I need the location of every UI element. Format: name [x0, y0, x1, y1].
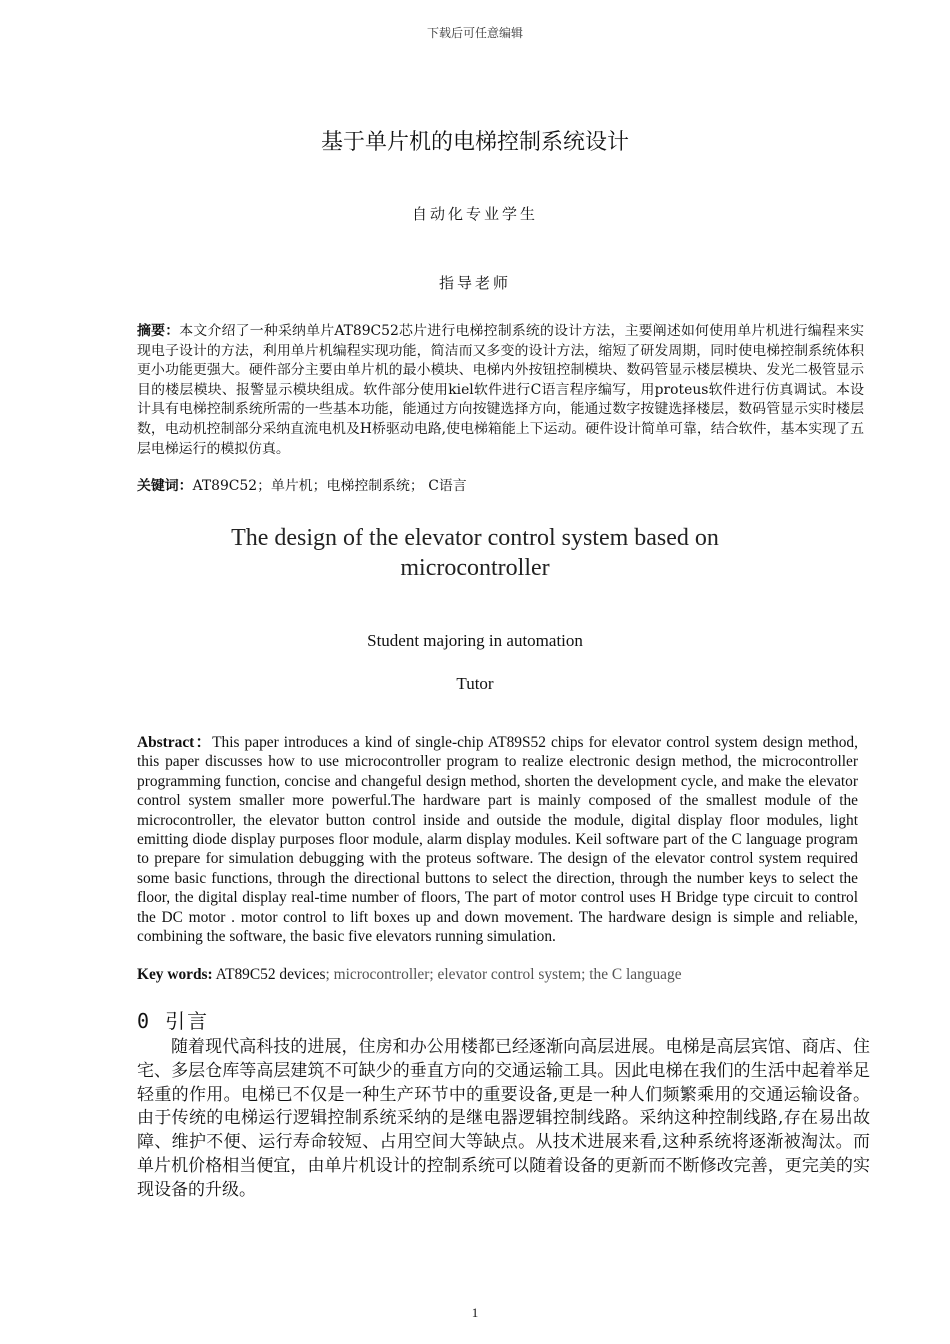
keywords-english-first: AT89C52 devices [212, 966, 326, 983]
abstract-chinese-label: 摘要： [137, 323, 180, 339]
author-chinese: 自动化专业学生 [411, 205, 538, 223]
keywords-english-label: Key words: [137, 966, 213, 983]
abstract-english-label: Abstract： [137, 734, 213, 751]
abstract-chinese [137, 322, 864, 459]
header-note: 下载后可任意编辑 [426, 26, 523, 40]
tutor-english: Tutor [456, 674, 494, 693]
title-english: The design of the elevator control system based on microcontroller [231, 525, 719, 581]
keywords-chinese-label: 关键词： [137, 478, 193, 494]
title-chinese: 基于单片机的电梯控制系统设计 [320, 130, 629, 155]
keywords-english-rest: ; microcontroller; elevator control system; the C language [325, 966, 682, 983]
section-heading: 0 引言 [137, 1009, 210, 1033]
keywords-english [137, 965, 858, 984]
section-body: 随着现代高科技的进展，住房和办公用楼都已经逐渐向高层进展。电梯是高层宾馆、商店、住宅、多层仓库等高层建筑不可缺少的垂直方向的交通运输工具。因此电梯在我们的生活中起着举足轻重的作用。电梯已不仅是一种生产环节中的重要设备,更是一种人们频繁乘用的交通运输设备。由于传统的电梯运行逻辑控制系统采纳的是继电器逻辑控制线路。采纳这种控制线路,存在易出故障、维护不便、运行寿命较短、占用空间大等缺点。从技术进展来看,这种系统将逐渐被淘汰。而单片机价格相当便宜，由单片机设计的控制系统可以随着设备的更新而不断修改完善，更完美的实现设备的升级。 [137, 1037, 870, 1200]
keywords-chinese [137, 477, 864, 497]
abstract-english-text: This paper introduces a kind of single-chip AT89S52 chips for elevator control system design method, this paper discusses how to use microcontroller program to realize electronic design method, the microcontroller programming function, concise and changeful design method, shorten the development cycle, and make the elevator control system smaller more powerful.The hardware part is mainly composed of the smallest module of the microcontroller, the elevator button control inside and outside the module, digital display floor modules, light emitting diode display purposes floor module, alarm display modules. Keil software part of the C language program to prepare for simulation debugging with the proteus software. The design of the elevator control system required some basic functions, through the directional buttons to select the direction, through the number keys to select the floor, the digital display real-time number of floors, The part of motor control uses H Bridge type circuit to control the DC motor . motor control to lift boxes up and down movement. The hardware design is simple and reliable, combining the software, the basic five elevators running simulation. [137, 734, 858, 946]
abstract-chinese-text: 本文介绍了一种采纳单片AT89C52芯片进行电梯控制系统的设计方法，主要阐述如何使用单片机进行编程来实现电子设计的方法，利用单片机编程实现功能，简洁而又多变的设计方法，缩短了研发周期，同时使电梯控制系统体积更小功能更强大。硬件部分主要由单片机的最小模块、电梯内外按钮控制模块、数码管显示楼层模块、发光二极管显示目的楼层模块、报警显示模块组成。软件部分使用kiel软件进行C语言程序编写，用proteus软件进行仿真调试。本设计具有电梯控制系统所需的一些基本功能，能通过方向按键选择方向，能通过数字按键选择楼层，数码管显示实时楼层数，电动机控制部分采纳直流电机及H桥驱动电路,使电梯箱能上下运动。硬件设计简单可靠，结合软件，基本实现了五层电梯运行的模拟仿真。 [137, 323, 864, 457]
tutor-chinese: 指导老师 [438, 274, 511, 292]
abstract-english [137, 733, 858, 946]
keywords-chinese-text: AT89C52；单片机；电梯控制系统； C语言 [192, 478, 467, 494]
page-number: 1 [471, 1305, 479, 1320]
author-english: Student majoring in automation [367, 631, 583, 650]
